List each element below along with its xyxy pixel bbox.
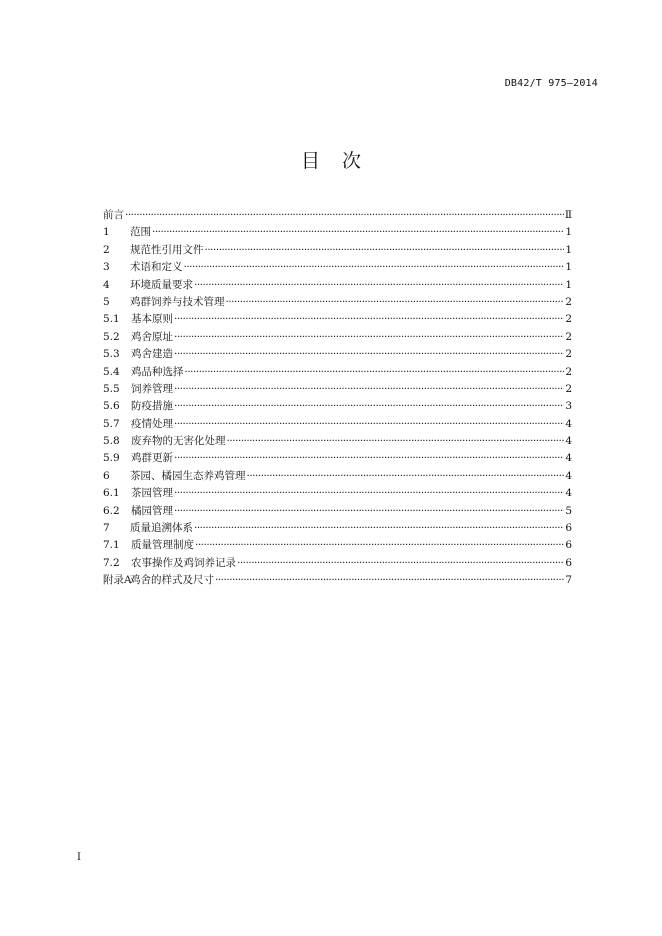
document-code: DB42/T 975—2014 [504, 78, 598, 89]
toc-entry-label: 鸡群饲养与技术管理 [130, 295, 225, 308]
toc-entry-page: Ⅱ [564, 209, 572, 221]
toc-entry-label: 防疫措施 [131, 400, 173, 413]
toc-entry[interactable] [103, 485, 572, 502]
toc-entry[interactable] [103, 468, 572, 485]
toc-entry-number: 6 [103, 469, 110, 482]
dot-leader [194, 277, 564, 294]
toc-entry-label: 茶园、橘园生态养鸡管理 [130, 469, 246, 482]
toc-entry[interactable] [103, 311, 572, 328]
dot-leader [227, 433, 565, 450]
toc-entry-label: 规范性引用文件 [130, 243, 204, 256]
toc-entry[interactable] [103, 277, 572, 294]
toc-entry-number: 5.6 [103, 400, 120, 413]
toc-entry-number: 附录A [103, 574, 132, 587]
dot-leader [237, 555, 564, 572]
toc-entry[interactable] [103, 398, 572, 415]
toc-entry[interactable] [103, 364, 572, 381]
toc-entry-label: 鸡舍原址 [131, 330, 173, 343]
toc-entry-label: 饲养管理 [131, 382, 173, 395]
page-number: I [77, 852, 81, 863]
toc-entry-number: 5.5 [103, 382, 120, 395]
toc-entry-page: 1 [565, 243, 572, 256]
toc-entry-number: 6.2 [103, 504, 120, 517]
page-title: 目次 [300, 150, 383, 172]
toc-entry-label: 质量追溯体系 [130, 522, 193, 535]
toc-entry-number: 7 [103, 522, 110, 535]
toc-entry-number: 5.4 [103, 365, 120, 378]
toc-entry-page: 2 [565, 348, 572, 361]
toc-entry-page: 1 [565, 261, 572, 274]
toc-entry-label: 鸡舍的样式及尺寸 [130, 574, 214, 587]
toc-entry-page: 2 [565, 330, 572, 343]
toc-entry-label: 鸡品种选择 [131, 365, 184, 378]
toc-entry-label: 鸡舍建造 [131, 348, 173, 361]
toc-entry-number: 5.9 [103, 452, 120, 465]
toc-entry[interactable] [103, 294, 572, 311]
toc-entry-number: 5.3 [103, 348, 120, 361]
dot-leader [174, 398, 564, 415]
toc-entry-number: 5 [103, 295, 110, 308]
dot-leader [174, 485, 564, 502]
toc-entry-number: 5.8 [103, 435, 120, 448]
toc-entry[interactable] [103, 537, 572, 554]
toc-entry-number: 6.1 [103, 487, 120, 500]
toc-entry-number: 5.7 [103, 417, 120, 430]
toc-entry-label: 鸡群更新 [131, 452, 173, 465]
toc-entry[interactable] [103, 450, 572, 467]
toc-entry[interactable] [103, 572, 572, 589]
toc-entry-page: 2 [565, 382, 572, 395]
toc-entry-number: 7.1 [103, 539, 120, 552]
dot-leader [247, 468, 565, 485]
toc-entry-label: 废弃物的无害化处理 [131, 435, 226, 448]
toc-entry-page: 4 [565, 469, 572, 482]
dot-leader [174, 329, 564, 346]
toc-entry-number: 4 [103, 278, 110, 291]
dot-leader [185, 364, 565, 381]
toc-entry-page: 2 [565, 313, 572, 326]
toc-entry[interactable] [103, 555, 572, 572]
toc-entry[interactable] [103, 381, 572, 398]
toc-entry-page: 1 [565, 226, 572, 239]
toc-entry-label: 农事操作及鸡饲养记录 [131, 556, 236, 569]
toc-entry-page: 4 [565, 435, 572, 448]
toc-entry[interactable] [103, 207, 572, 224]
toc-entry-label: 茶园管理 [131, 487, 173, 500]
dot-leader [215, 572, 564, 589]
dot-leader [125, 207, 564, 224]
dot-leader [184, 259, 565, 276]
toc-entry[interactable] [103, 329, 572, 346]
toc-entry-page: 2 [565, 365, 572, 378]
dot-leader [205, 242, 565, 259]
toc-entry-label: 质量管理制度 [131, 539, 194, 552]
toc-entry-label: 术语和定义 [130, 261, 183, 274]
toc-entry-page: 4 [565, 452, 572, 465]
toc-entry-number: 5.2 [103, 330, 120, 343]
toc-entry-page: 5 [565, 504, 572, 517]
toc-entry-page: 4 [565, 487, 572, 500]
toc-entry-number: 3 [103, 261, 110, 274]
dot-leader [174, 346, 564, 363]
toc-entry-page: 7 [565, 574, 572, 587]
dot-leader [226, 294, 565, 311]
toc-entry-number: 5.1 [103, 313, 120, 326]
toc-entry-page: 1 [565, 278, 572, 291]
toc-entry[interactable] [103, 224, 572, 241]
dot-leader [174, 416, 564, 433]
dot-leader [174, 311, 564, 328]
dot-leader [174, 503, 564, 520]
toc-entry[interactable] [103, 259, 572, 276]
dot-leader [195, 537, 564, 554]
toc-entry-number: 2 [103, 243, 110, 256]
dot-leader [174, 450, 564, 467]
toc-entry-page: 6 [565, 539, 572, 552]
toc-entry[interactable] [103, 242, 572, 259]
toc-entry-page: 6 [565, 522, 572, 535]
toc-entry-label: 前言 [103, 209, 124, 221]
toc-entry-page: 2 [565, 295, 572, 308]
toc-entry-number: 1 [103, 226, 110, 239]
toc-entry-label: 基本原则 [131, 313, 173, 326]
toc-entry-page: 6 [565, 556, 572, 569]
toc-entry[interactable] [103, 433, 572, 450]
toc-entry-page: 3 [565, 400, 572, 413]
toc-entry-label: 橘园管理 [131, 504, 173, 517]
toc-entry[interactable] [103, 346, 572, 363]
toc-entry-number: 7.2 [103, 556, 120, 569]
toc-entry-label: 环境质量要求 [130, 278, 193, 291]
toc-entry-label: 范围 [130, 226, 151, 239]
dot-leader [194, 520, 564, 537]
toc-entry[interactable] [103, 503, 572, 520]
dot-leader [152, 224, 564, 241]
dot-leader [174, 381, 564, 398]
toc-entry[interactable] [103, 520, 572, 537]
toc-entry[interactable] [103, 416, 572, 433]
table-of-contents [103, 207, 572, 590]
toc-entry-page: 4 [565, 417, 572, 430]
toc-entry-label: 疫情处理 [131, 417, 173, 430]
